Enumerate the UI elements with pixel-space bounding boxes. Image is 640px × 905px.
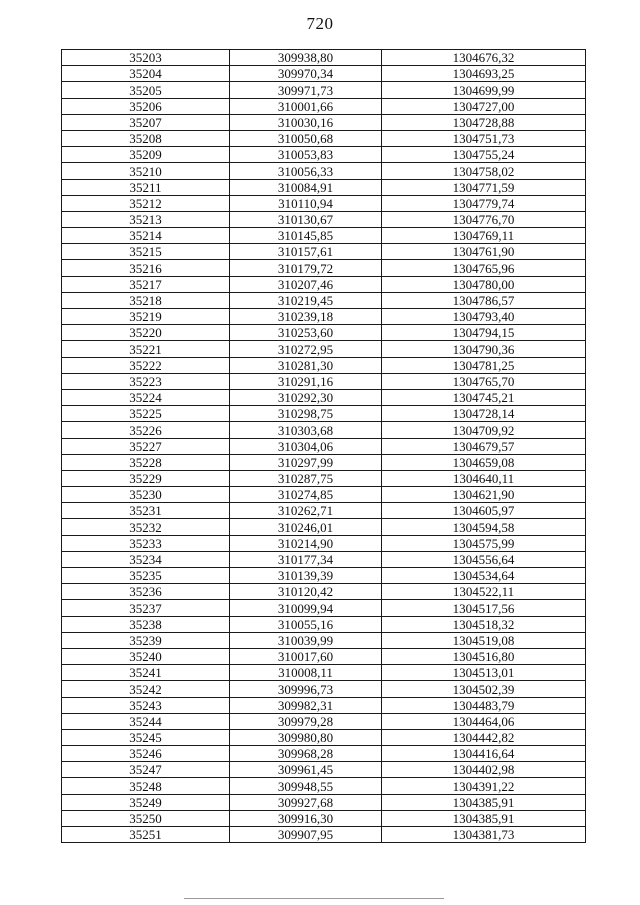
x-coordinate-cell: 310056,33 <box>230 163 382 179</box>
x-coordinate-cell: 309979,28 <box>230 713 382 729</box>
table-row <box>62 648 586 664</box>
y-coordinate-cell: 1304765,70 <box>382 373 586 389</box>
y-coordinate-cell: 1304534,64 <box>382 568 586 584</box>
table-row <box>62 373 586 389</box>
x-coordinate-cell: 310219,45 <box>230 292 382 308</box>
point-number-cell: 35235 <box>62 568 230 584</box>
y-coordinate-cell: 1304517,56 <box>382 600 586 616</box>
point-number-cell: 35231 <box>62 503 230 519</box>
coordinates-table <box>61 49 586 843</box>
x-coordinate-cell: 310304,06 <box>230 438 382 454</box>
y-coordinate-cell: 1304516,80 <box>382 648 586 664</box>
y-coordinate-cell: 1304442,82 <box>382 729 586 745</box>
table-row <box>62 600 586 616</box>
y-coordinate-cell: 1304728,14 <box>382 406 586 422</box>
y-coordinate-cell: 1304518,32 <box>382 616 586 632</box>
table-row <box>62 341 586 357</box>
table-row <box>62 130 586 146</box>
point-number-cell: 35226 <box>62 422 230 438</box>
x-coordinate-cell: 310157,61 <box>230 244 382 260</box>
point-number-cell: 35205 <box>62 82 230 98</box>
table-row <box>62 389 586 405</box>
table-row <box>62 665 586 681</box>
y-coordinate-cell: 1304416,64 <box>382 746 586 762</box>
x-coordinate-cell: 310274,85 <box>230 487 382 503</box>
x-coordinate-cell: 309916,30 <box>230 810 382 826</box>
point-number-cell: 35232 <box>62 519 230 535</box>
x-coordinate-cell: 309927,68 <box>230 794 382 810</box>
x-coordinate-cell: 310145,85 <box>230 228 382 244</box>
x-coordinate-cell: 309996,73 <box>230 681 382 697</box>
point-number-cell: 35203 <box>62 50 230 66</box>
x-coordinate-cell: 310291,16 <box>230 373 382 389</box>
point-number-cell: 35243 <box>62 697 230 713</box>
x-coordinate-cell: 310130,67 <box>230 211 382 227</box>
x-coordinate-cell: 310272,95 <box>230 341 382 357</box>
x-coordinate-cell: 310239,18 <box>230 309 382 325</box>
y-coordinate-cell: 1304780,00 <box>382 276 586 292</box>
table-row <box>62 697 586 713</box>
table-row <box>62 357 586 373</box>
table-row <box>62 778 586 794</box>
point-number-cell: 35234 <box>62 551 230 567</box>
x-coordinate-cell: 309970,34 <box>230 66 382 82</box>
point-number-cell: 35215 <box>62 244 230 260</box>
x-coordinate-cell: 310084,91 <box>230 179 382 195</box>
table-row <box>62 794 586 810</box>
x-coordinate-cell: 310110,94 <box>230 195 382 211</box>
table-row <box>62 746 586 762</box>
point-number-cell: 35233 <box>62 535 230 551</box>
x-coordinate-cell: 310120,42 <box>230 584 382 600</box>
x-coordinate-cell: 310030,16 <box>230 114 382 130</box>
point-number-cell: 35246 <box>62 746 230 762</box>
point-number-cell: 35238 <box>62 616 230 632</box>
point-number-cell: 35245 <box>62 729 230 745</box>
point-number-cell: 35244 <box>62 713 230 729</box>
table-row <box>62 487 586 503</box>
y-coordinate-cell: 1304751,73 <box>382 130 586 146</box>
table-row <box>62 276 586 292</box>
bottom-divider <box>184 898 444 899</box>
point-number-cell: 35219 <box>62 309 230 325</box>
y-coordinate-cell: 1304513,01 <box>382 665 586 681</box>
x-coordinate-cell: 310292,30 <box>230 389 382 405</box>
x-coordinate-cell: 309968,28 <box>230 746 382 762</box>
table-row <box>62 195 586 211</box>
point-number-cell: 35220 <box>62 325 230 341</box>
y-coordinate-cell: 1304464,06 <box>382 713 586 729</box>
point-number-cell: 35206 <box>62 98 230 114</box>
table-row <box>62 50 586 66</box>
y-coordinate-cell: 1304727,00 <box>382 98 586 114</box>
x-coordinate-cell: 310298,75 <box>230 406 382 422</box>
x-coordinate-cell: 310253,60 <box>230 325 382 341</box>
table-row <box>62 470 586 486</box>
x-coordinate-cell: 310214,90 <box>230 535 382 551</box>
point-number-cell: 35248 <box>62 778 230 794</box>
table-row <box>62 114 586 130</box>
y-coordinate-cell: 1304621,90 <box>382 487 586 503</box>
point-number-cell: 35242 <box>62 681 230 697</box>
table-row <box>62 810 586 826</box>
table-row <box>62 438 586 454</box>
table-row <box>62 244 586 260</box>
y-coordinate-cell: 1304381,73 <box>382 827 586 843</box>
table-row <box>62 616 586 632</box>
y-coordinate-cell: 1304502,39 <box>382 681 586 697</box>
x-coordinate-cell: 310179,72 <box>230 260 382 276</box>
point-number-cell: 35208 <box>62 130 230 146</box>
y-coordinate-cell: 1304758,02 <box>382 163 586 179</box>
point-number-cell: 35222 <box>62 357 230 373</box>
point-number-cell: 35228 <box>62 454 230 470</box>
y-coordinate-cell: 1304605,97 <box>382 503 586 519</box>
y-coordinate-cell: 1304402,98 <box>382 762 586 778</box>
x-coordinate-cell: 309948,55 <box>230 778 382 794</box>
y-coordinate-cell: 1304676,32 <box>382 50 586 66</box>
y-coordinate-cell: 1304776,70 <box>382 211 586 227</box>
x-coordinate-cell: 309980,80 <box>230 729 382 745</box>
y-coordinate-cell: 1304519,08 <box>382 632 586 648</box>
x-coordinate-cell: 310207,46 <box>230 276 382 292</box>
table-row <box>62 762 586 778</box>
table-row <box>62 82 586 98</box>
y-coordinate-cell: 1304556,64 <box>382 551 586 567</box>
y-coordinate-cell: 1304786,57 <box>382 292 586 308</box>
table-row <box>62 827 586 843</box>
point-number-cell: 35251 <box>62 827 230 843</box>
y-coordinate-cell: 1304794,15 <box>382 325 586 341</box>
point-number-cell: 35214 <box>62 228 230 244</box>
point-number-cell: 35224 <box>62 389 230 405</box>
y-coordinate-cell: 1304522,11 <box>382 584 586 600</box>
y-coordinate-cell: 1304679,57 <box>382 438 586 454</box>
table-row <box>62 422 586 438</box>
table-row <box>62 179 586 195</box>
point-number-cell: 35210 <box>62 163 230 179</box>
y-coordinate-cell: 1304755,24 <box>382 147 586 163</box>
x-coordinate-cell: 309907,95 <box>230 827 382 843</box>
table-row <box>62 66 586 82</box>
x-coordinate-cell: 310139,39 <box>230 568 382 584</box>
point-number-cell: 35221 <box>62 341 230 357</box>
point-number-cell: 35217 <box>62 276 230 292</box>
point-number-cell: 35211 <box>62 179 230 195</box>
point-number-cell: 35240 <box>62 648 230 664</box>
table-row <box>62 406 586 422</box>
table-row <box>62 260 586 276</box>
point-number-cell: 35204 <box>62 66 230 82</box>
y-coordinate-cell: 1304699,99 <box>382 82 586 98</box>
y-coordinate-cell: 1304693,25 <box>382 66 586 82</box>
y-coordinate-cell: 1304728,88 <box>382 114 586 130</box>
table-row <box>62 228 586 244</box>
x-coordinate-cell: 310246,01 <box>230 519 382 535</box>
x-coordinate-cell: 310262,71 <box>230 503 382 519</box>
table-row <box>62 211 586 227</box>
table-row <box>62 729 586 745</box>
x-coordinate-cell: 309938,80 <box>230 50 382 66</box>
x-coordinate-cell: 310281,30 <box>230 357 382 373</box>
table-row <box>62 325 586 341</box>
table-row <box>62 147 586 163</box>
y-coordinate-cell: 1304765,96 <box>382 260 586 276</box>
table-row <box>62 309 586 325</box>
table-row <box>62 163 586 179</box>
coordinates-table-body <box>62 50 586 843</box>
point-number-cell: 35209 <box>62 147 230 163</box>
y-coordinate-cell: 1304385,91 <box>382 794 586 810</box>
point-number-cell: 35216 <box>62 260 230 276</box>
table-row <box>62 454 586 470</box>
point-number-cell: 35239 <box>62 632 230 648</box>
table-row <box>62 551 586 567</box>
point-number-cell: 35237 <box>62 600 230 616</box>
point-number-cell: 35227 <box>62 438 230 454</box>
y-coordinate-cell: 1304779,74 <box>382 195 586 211</box>
point-number-cell: 35241 <box>62 665 230 681</box>
y-coordinate-cell: 1304575,99 <box>382 535 586 551</box>
point-number-cell: 35236 <box>62 584 230 600</box>
x-coordinate-cell: 310287,75 <box>230 470 382 486</box>
table-row <box>62 535 586 551</box>
x-coordinate-cell: 310303,68 <box>230 422 382 438</box>
x-coordinate-cell: 310001,66 <box>230 98 382 114</box>
point-number-cell: 35249 <box>62 794 230 810</box>
y-coordinate-cell: 1304781,25 <box>382 357 586 373</box>
y-coordinate-cell: 1304771,59 <box>382 179 586 195</box>
y-coordinate-cell: 1304793,40 <box>382 309 586 325</box>
table-row <box>62 98 586 114</box>
x-coordinate-cell: 310050,68 <box>230 130 382 146</box>
point-number-cell: 35225 <box>62 406 230 422</box>
point-number-cell: 35250 <box>62 810 230 826</box>
table-row <box>62 568 586 584</box>
y-coordinate-cell: 1304483,79 <box>382 697 586 713</box>
y-coordinate-cell: 1304709,92 <box>382 422 586 438</box>
table-row <box>62 713 586 729</box>
y-coordinate-cell: 1304769,11 <box>382 228 586 244</box>
point-number-cell: 35213 <box>62 211 230 227</box>
x-coordinate-cell: 310099,94 <box>230 600 382 616</box>
point-number-cell: 35207 <box>62 114 230 130</box>
y-coordinate-cell: 1304640,11 <box>382 470 586 486</box>
y-coordinate-cell: 1304745,21 <box>382 389 586 405</box>
y-coordinate-cell: 1304594,58 <box>382 519 586 535</box>
x-coordinate-cell: 310053,83 <box>230 147 382 163</box>
point-number-cell: 35229 <box>62 470 230 486</box>
x-coordinate-cell: 310055,16 <box>230 616 382 632</box>
x-coordinate-cell: 309961,45 <box>230 762 382 778</box>
table-row <box>62 503 586 519</box>
x-coordinate-cell: 309982,31 <box>230 697 382 713</box>
table-row <box>62 584 586 600</box>
x-coordinate-cell: 310297,99 <box>230 454 382 470</box>
y-coordinate-cell: 1304761,90 <box>382 244 586 260</box>
y-coordinate-cell: 1304391,22 <box>382 778 586 794</box>
y-coordinate-cell: 1304790,36 <box>382 341 586 357</box>
y-coordinate-cell: 1304385,91 <box>382 810 586 826</box>
x-coordinate-cell: 310177,34 <box>230 551 382 567</box>
point-number-cell: 35212 <box>62 195 230 211</box>
page-number: 720 <box>306 14 334 33</box>
table-row <box>62 519 586 535</box>
point-number-cell: 35223 <box>62 373 230 389</box>
x-coordinate-cell: 310039,99 <box>230 632 382 648</box>
table-row <box>62 681 586 697</box>
table-row <box>62 632 586 648</box>
point-number-cell: 35230 <box>62 487 230 503</box>
table-row <box>62 292 586 308</box>
point-number-cell: 35247 <box>62 762 230 778</box>
y-coordinate-cell: 1304659,08 <box>382 454 586 470</box>
x-coordinate-cell: 310017,60 <box>230 648 382 664</box>
x-coordinate-cell: 309971,73 <box>230 82 382 98</box>
x-coordinate-cell: 310008,11 <box>230 665 382 681</box>
point-number-cell: 35218 <box>62 292 230 308</box>
